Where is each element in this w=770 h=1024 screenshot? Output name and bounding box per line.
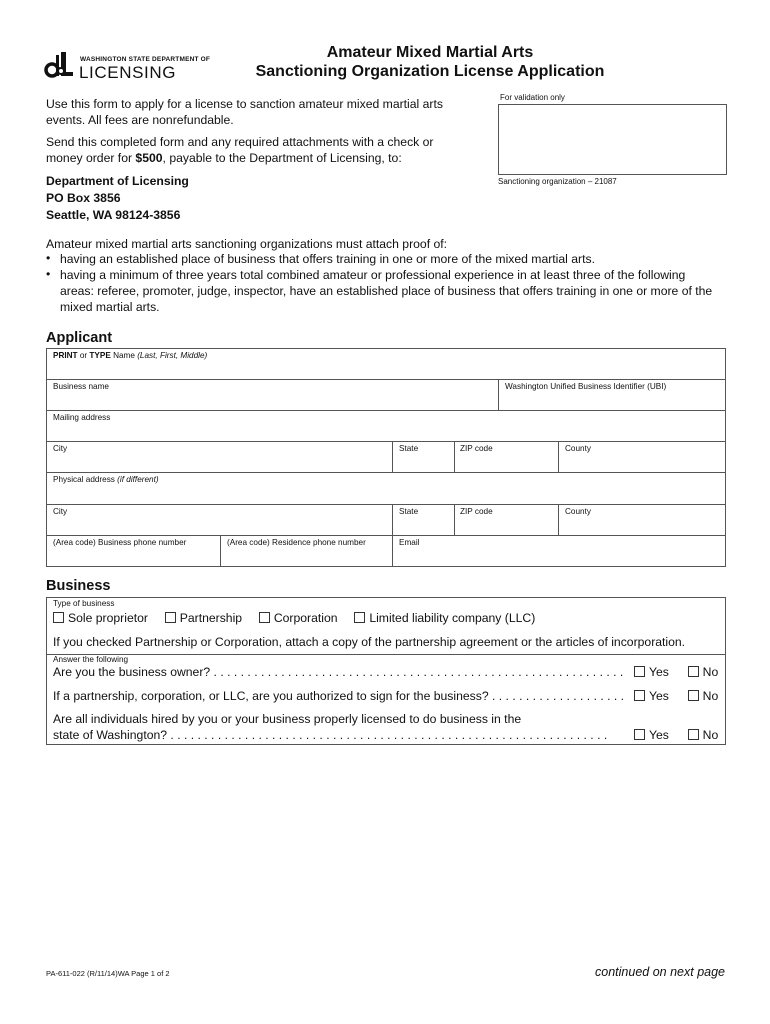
- address-line: PO Box 3856: [46, 191, 121, 205]
- physical-address-field[interactable]: Physical address (if different): [53, 475, 159, 484]
- business-heading: Business: [46, 578, 111, 594]
- question-licensed: Are all individuals hired by you or your business properly licensed to do business in the: [53, 712, 522, 726]
- physical-city-field[interactable]: City: [53, 507, 68, 516]
- checkbox-icon[interactable]: [354, 612, 365, 623]
- checkbox-icon[interactable]: [634, 729, 645, 740]
- partnership-option[interactable]: Partnership: [165, 611, 242, 625]
- logo-agency-top: WASHINGTON STATE DEPARTMENT OF: [80, 56, 211, 63]
- intro-payment-paragraph: [46, 134, 466, 166]
- requirement-item: having an established place of business that offers training in one or more of the mixed martial arts.: [60, 252, 595, 266]
- licensed-yes-no: [634, 728, 718, 742]
- form-title-line2: Sanctioning Organization License Application: [255, 63, 605, 80]
- checkbox-icon[interactable]: [53, 612, 64, 623]
- bullet-icon: •: [46, 267, 51, 281]
- checkbox-icon[interactable]: [165, 612, 176, 623]
- validation-footer: Sanctioning organization – 21087: [498, 177, 617, 186]
- applicant-heading: Applicant: [46, 330, 113, 346]
- mailing-zip-field[interactable]: ZIP code: [460, 444, 493, 453]
- business-name-field[interactable]: Business name: [53, 382, 109, 391]
- question-owner: Are you the business owner? . . . . . . . . . . . . . . . . . . . . . . . . . . . . . . . . . . . . . . . . . . . . . . . . . . . . . . . . . . . . .: [53, 665, 624, 679]
- owner-no[interactable]: No: [688, 665, 719, 679]
- owner-yes[interactable]: Yes: [634, 665, 669, 679]
- physical-zip-field[interactable]: ZIP code: [460, 507, 493, 516]
- question-licensed-cont: state of Washington? . . . . . . . . . . . . . . . . . . . . . . . . . . . . . . . . . . . . . . . . . . . . . . . . . . . . . . . . . . . . . . . . .: [53, 728, 608, 742]
- ubi-field[interactable]: Washington Unified Business Identifier (UBI): [505, 382, 667, 391]
- form-id: PA-611-022 (R/11/14)WA Page 1 of 2: [46, 969, 170, 978]
- physical-state-field[interactable]: State: [399, 507, 419, 516]
- authorized-no[interactable]: No: [688, 689, 719, 703]
- checkbox-icon[interactable]: [634, 690, 645, 701]
- requirements-lead: Amateur mixed martial arts sanctioning organizations must attach proof of:: [46, 237, 448, 251]
- logo-agency-main: LICENSING: [79, 63, 177, 82]
- form-title-line1: Amateur Mixed Martial Arts: [326, 44, 534, 61]
- payment-text-a: Send this completed form and any required attachments with a check or money order for: [46, 135, 434, 165]
- corporation-option[interactable]: Corporation: [259, 611, 338, 625]
- requirement-item: having a minimum of three years total combined amateur or professional experience in at least three of the following areas: referee, promoter, judge, inspector, have an established place of business that offers training in one or more of the mixed martial arts.: [60, 268, 713, 314]
- sole-proprietor-option[interactable]: Sole proprietor: [53, 611, 148, 625]
- checkbox-icon[interactable]: [634, 666, 645, 677]
- mailing-city-field[interactable]: City: [53, 444, 68, 453]
- address-line: Department of Licensing: [46, 174, 189, 188]
- address-line: Seattle, WA 98124-3856: [46, 208, 181, 222]
- owner-yes-no: [634, 665, 718, 679]
- dol-logo-icon: [44, 50, 74, 78]
- payment-text-b: , payable to the Department of Licensing, to:: [162, 151, 402, 165]
- business-type-options: [53, 611, 535, 625]
- licensed-yes[interactable]: Yes: [634, 728, 669, 742]
- licensed-no[interactable]: No: [688, 728, 719, 742]
- validation-label: For validation only: [500, 93, 565, 102]
- checkbox-icon[interactable]: [688, 666, 699, 677]
- email-field[interactable]: Email: [399, 538, 420, 547]
- mailing-address-field[interactable]: Mailing address: [53, 413, 111, 422]
- partnership-note: If you checked Partnership or Corporation, attach a copy of the partnership agreement or the articles of incorporation.: [53, 635, 686, 649]
- llc-option[interactable]: Limited liability company (LLC): [354, 611, 535, 625]
- residence-phone-field[interactable]: (Area code) Residence phone number: [227, 538, 366, 547]
- business-phone-field[interactable]: (Area code) Business phone number: [53, 538, 187, 547]
- answer-label: Answer the following: [53, 655, 129, 664]
- mailing-state-field[interactable]: State: [399, 444, 419, 453]
- authorized-yes-no: [634, 689, 718, 703]
- mailing-address-block: [46, 173, 189, 224]
- type-of-business-label: Type of business: [53, 599, 115, 608]
- mailing-county-field[interactable]: County: [565, 444, 591, 453]
- fee-amount: $500: [135, 151, 163, 165]
- validation-box: [498, 104, 727, 175]
- name-field[interactable]: PRINT or TYPE Name (Last, First, Middle): [53, 351, 208, 360]
- continued-note: continued on next page: [595, 965, 725, 979]
- checkbox-icon[interactable]: [688, 729, 699, 740]
- authorized-yes[interactable]: Yes: [634, 689, 669, 703]
- physical-county-field[interactable]: County: [565, 507, 591, 516]
- bullet-icon: •: [46, 251, 51, 265]
- checkbox-icon[interactable]: [688, 690, 699, 701]
- dol-logo: [44, 50, 211, 82]
- intro-paragraph: Use this form to apply for a license to sanction amateur mixed martial arts events. All fees are nonrefundable.: [46, 97, 443, 127]
- question-authorized: If a partnership, corporation, or LLC, are you authorized to sign for the business? . . . . . . . . . . . . . . . . . . . .: [53, 689, 625, 703]
- checkbox-icon[interactable]: [259, 612, 270, 623]
